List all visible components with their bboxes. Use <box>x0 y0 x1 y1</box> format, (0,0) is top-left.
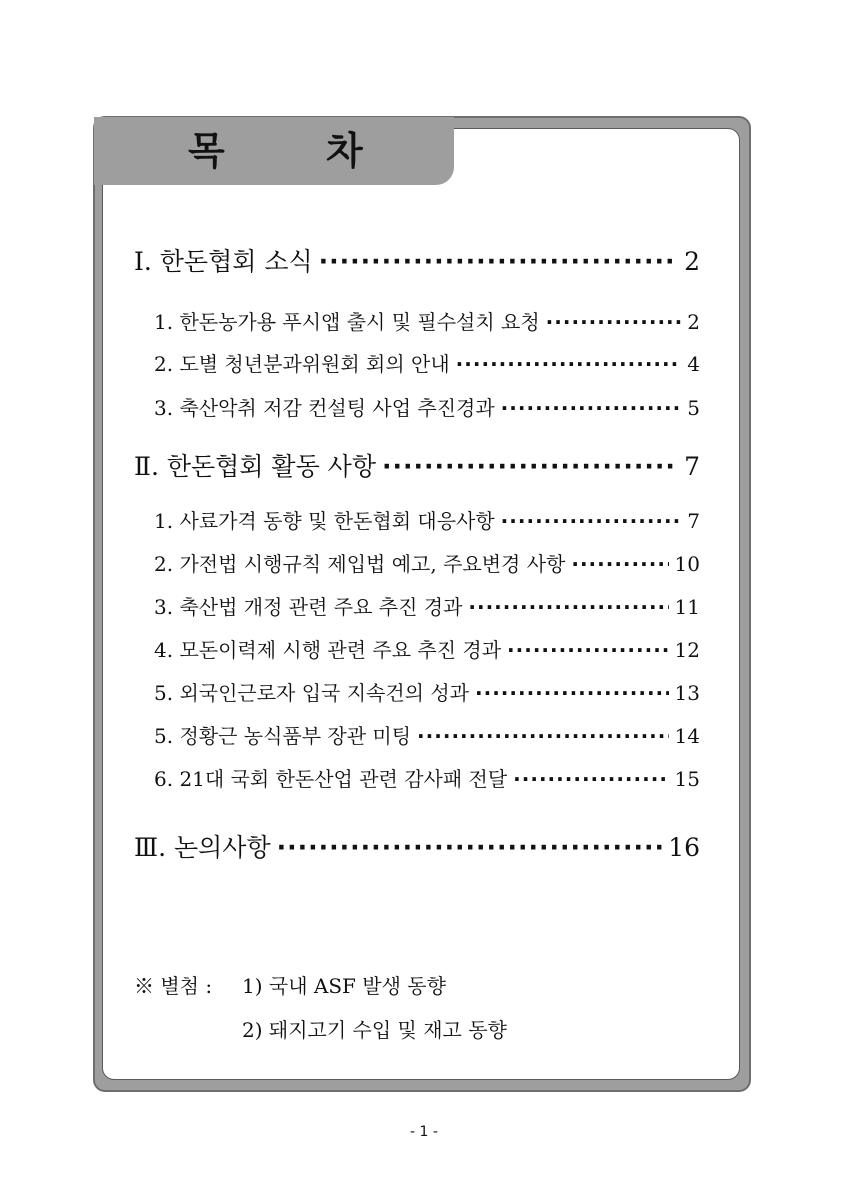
toc-page-number: 15 <box>674 767 700 791</box>
page-title: 목 차 <box>188 129 407 173</box>
toc-item-label: 3. 축산법 개정 관련 주요 추진 경과 <box>154 595 463 619</box>
leader-dots <box>382 452 678 481</box>
leader-dots <box>277 833 663 862</box>
toc-page-number: 5 <box>687 396 700 420</box>
toc-section-label: Ⅲ. 논의사항 <box>134 833 271 862</box>
leader-dots <box>456 352 682 376</box>
leader-dots <box>513 767 668 791</box>
toc-item[interactable] <box>154 591 700 620</box>
attachment-item: 1) 국내 ASF 발생 동향 <box>242 974 446 998</box>
toc-item-label: 5. 외국인근로자 입국 지속건의 성과 <box>154 681 469 705</box>
leader-dots <box>319 247 678 276</box>
toc-page-number: 2 <box>684 247 700 276</box>
toc-section-label: Ⅰ. 한돈협회 소식 <box>134 247 313 276</box>
toc-page-number: 14 <box>674 724 700 748</box>
toc-page-number: 2 <box>687 310 700 334</box>
toc-item-label: 4. 모돈이력제 시행 관련 주요 추진 경과 <box>154 638 502 662</box>
toc-section[interactable] <box>134 447 700 483</box>
leader-dots <box>501 396 682 420</box>
toc-item[interactable] <box>154 548 700 577</box>
toc-item[interactable] <box>154 505 700 534</box>
toc-section-label: Ⅱ. 한돈협회 활동 사항 <box>134 452 376 481</box>
leader-dots <box>546 310 682 334</box>
toc-section[interactable] <box>134 242 700 278</box>
toc-section[interactable] <box>134 828 700 864</box>
toc-item-label: 3. 축산악취 저감 컨설팅 사업 추진경과 <box>154 396 495 420</box>
leader-dots <box>501 509 682 533</box>
toc-page-number: 11 <box>674 595 700 619</box>
toc-page-number: 13 <box>674 681 700 705</box>
leader-dots <box>475 681 669 705</box>
toc-page-number: 10 <box>674 552 700 576</box>
toc-page-number: 12 <box>674 638 700 662</box>
leader-dots <box>571 552 668 576</box>
toc-item[interactable] <box>154 348 700 377</box>
toc-item[interactable] <box>154 677 700 706</box>
toc-item[interactable] <box>154 306 700 335</box>
leader-dots <box>507 638 669 662</box>
toc-page-number: 7 <box>687 509 700 533</box>
toc-item-label: 2. 도별 청년분과위원회 회의 안내 <box>154 352 450 376</box>
toc-item[interactable] <box>154 634 700 663</box>
toc-item-label: 6. 21대 국회 한돈산업 관련 감사패 전달 <box>154 767 508 791</box>
toc-page-number: 7 <box>684 452 700 481</box>
toc-item[interactable] <box>154 720 700 749</box>
toc-item-label: 2. 가전법 시행규칙 제입법 예고, 주요변경 사항 <box>154 552 566 576</box>
toc-page-number: 16 <box>668 833 700 862</box>
toc-item-label: 5. 정황근 농식품부 장관 미팅 <box>154 724 412 748</box>
toc-item-label: 1. 사료가격 동향 및 한돈협회 대응사항 <box>154 509 495 533</box>
leader-dots <box>417 724 669 748</box>
toc-item-label: 1. 한돈농가용 푸시앱 출시 및 필수설치 요청 <box>154 310 540 334</box>
toc-item[interactable] <box>154 392 700 421</box>
toc-page-number: 4 <box>687 352 700 376</box>
attachment-item: 2) 돼지고기 수입 및 재고 동향 <box>242 1018 507 1042</box>
page-number-footer: - 1 - <box>410 1124 438 1140</box>
attachment-prefix: ※ 별첨 : <box>134 974 213 998</box>
toc-item[interactable] <box>154 763 700 792</box>
leader-dots <box>468 595 668 619</box>
